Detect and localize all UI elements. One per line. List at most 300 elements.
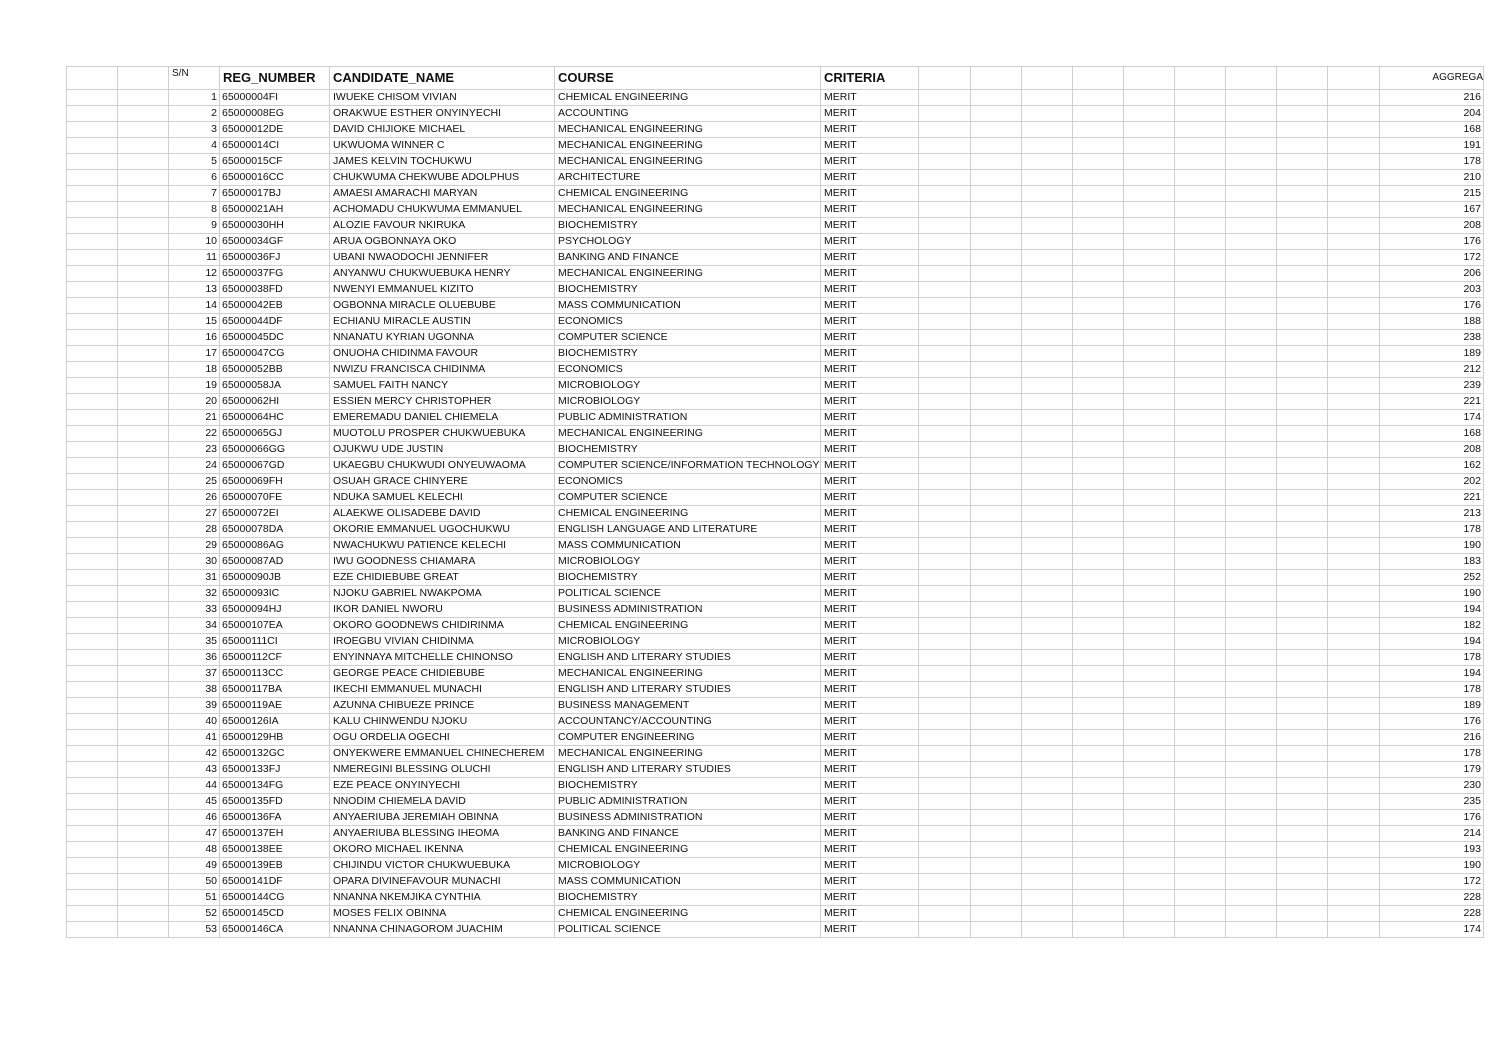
reg-number-cell: 65000132GC: [220, 746, 330, 762]
empty-cell: [67, 810, 118, 826]
empty-cell: [67, 106, 118, 122]
empty-cell: [1277, 634, 1328, 650]
empty-cell: [67, 522, 118, 538]
course-cell: ENGLISH LANGUAGE AND LITERATURE: [555, 522, 821, 538]
empty-cell: [1073, 154, 1124, 170]
empty-cell: [67, 922, 118, 938]
empty-cell: [67, 586, 118, 602]
course-cell: PUBLIC ADMINISTRATION: [555, 794, 821, 810]
course-cell: ENGLISH AND LITERARY STUDIES: [555, 650, 821, 666]
aggregate-cell: 194: [1380, 602, 1484, 618]
empty-cell: [1022, 602, 1073, 618]
empty-cell: [67, 122, 118, 138]
empty-cell: [1328, 890, 1380, 906]
candidate-name-cell: OGU ORDELIA OGECHI: [330, 730, 555, 746]
empty-cell: [1073, 602, 1124, 618]
table-row: [67, 810, 1484, 826]
empty-cell: [118, 778, 169, 794]
empty-cell: [971, 218, 1022, 234]
empty-cell: [118, 314, 169, 330]
candidate-name-cell: KALU CHINWENDU NJOKU: [330, 714, 555, 730]
criteria-cell: MERIT: [821, 266, 919, 282]
empty-cell: [1073, 682, 1124, 698]
aggregate-cell: 206: [1380, 266, 1484, 282]
empty-cell: [919, 810, 971, 826]
empty-cell: [1073, 282, 1124, 298]
empty-cell: [919, 282, 971, 298]
empty-cell: [1277, 618, 1328, 634]
aggregate-cell: 194: [1380, 634, 1484, 650]
empty-cell: [1226, 586, 1277, 602]
empty-cell: [1022, 906, 1073, 922]
empty-cell: [118, 490, 169, 506]
criteria-cell: MERIT: [821, 314, 919, 330]
empty-cell: [67, 874, 118, 890]
reg-number-cell: 65000070FE: [220, 490, 330, 506]
table-row: [67, 586, 1484, 602]
empty-cell: [1073, 234, 1124, 250]
empty-cell: [971, 874, 1022, 890]
empty-cell: [1277, 682, 1328, 698]
empty-cell: [919, 67, 971, 90]
table-row: [67, 378, 1484, 394]
aggregate-cell: 208: [1380, 218, 1484, 234]
course-cell: PSYCHOLOGY: [555, 234, 821, 250]
table-row: [67, 442, 1484, 458]
aggregate-cell: 168: [1380, 122, 1484, 138]
empty-cell: [919, 602, 971, 618]
empty-cell: [919, 90, 971, 106]
criteria-cell: MERIT: [821, 666, 919, 682]
empty-cell: [1226, 170, 1277, 186]
empty-cell: [1277, 730, 1328, 746]
course-header: COURSE: [555, 67, 821, 90]
empty-cell: [1175, 298, 1226, 314]
reg-number-cell: 65000112CF: [220, 650, 330, 666]
empty-cell: [118, 746, 169, 762]
empty-cell: [1073, 618, 1124, 634]
table-row: [67, 138, 1484, 154]
candidate-name-cell: OKORO GOODNEWS CHIDIRINMA: [330, 618, 555, 634]
empty-cell: [1328, 554, 1380, 570]
empty-cell: [67, 618, 118, 634]
empty-cell: [919, 234, 971, 250]
empty-cell: [1226, 730, 1277, 746]
empty-cell: [971, 666, 1022, 682]
empty-cell: [118, 906, 169, 922]
empty-cell: [1124, 858, 1175, 874]
empty-cell: [1073, 106, 1124, 122]
empty-cell: [1124, 698, 1175, 714]
criteria-cell: MERIT: [821, 554, 919, 570]
criteria-cell: MERIT: [821, 730, 919, 746]
empty-cell: [1124, 826, 1175, 842]
criteria-cell: MERIT: [821, 282, 919, 298]
reg-number-cell: 65000038FD: [220, 282, 330, 298]
empty-cell: [1175, 618, 1226, 634]
sn-cell: 38: [169, 682, 220, 698]
sn-cell: 20: [169, 394, 220, 410]
empty-cell: [1328, 570, 1380, 586]
empty-cell: [1022, 618, 1073, 634]
empty-cell: [1175, 378, 1226, 394]
empty-cell: [1226, 810, 1277, 826]
empty-cell: [118, 154, 169, 170]
course-cell: MECHANICAL ENGINEERING: [555, 154, 821, 170]
reg-number-cell: 65000014CI: [220, 138, 330, 154]
sn-cell: 21: [169, 410, 220, 426]
empty-cell: [1124, 330, 1175, 346]
empty-cell: [1226, 842, 1277, 858]
course-cell: ECONOMICS: [555, 474, 821, 490]
sn-cell: 29: [169, 538, 220, 554]
aggregate-cell: 238: [1380, 330, 1484, 346]
empty-cell: [1124, 138, 1175, 154]
candidate-name-cell: OJUKWU UDE JUSTIN: [330, 442, 555, 458]
empty-cell: [1175, 394, 1226, 410]
empty-cell: [1328, 250, 1380, 266]
empty-cell: [1328, 474, 1380, 490]
empty-cell: [1124, 618, 1175, 634]
empty-cell: [1073, 442, 1124, 458]
empty-cell: [1124, 682, 1175, 698]
candidate-name-cell: IWU GOODNESS CHIAMARA: [330, 554, 555, 570]
empty-cell: [1175, 858, 1226, 874]
table-row: [67, 666, 1484, 682]
candidate-name-cell: ALOZIE FAVOUR NKIRUKA: [330, 218, 555, 234]
empty-cell: [67, 634, 118, 650]
empty-cell: [1277, 362, 1328, 378]
empty-cell: [1226, 858, 1277, 874]
empty-cell: [1073, 810, 1124, 826]
candidate-name-cell: AMAESI AMARACHI MARYAN: [330, 186, 555, 202]
empty-cell: [1073, 650, 1124, 666]
empty-cell: [67, 442, 118, 458]
empty-cell: [118, 474, 169, 490]
empty-cell: [1022, 874, 1073, 890]
aggregate-cell: 208: [1380, 442, 1484, 458]
criteria-cell: MERIT: [821, 762, 919, 778]
criteria-header: CRITERIA: [821, 67, 919, 90]
empty-cell: [1277, 202, 1328, 218]
empty-cell: [1022, 922, 1073, 938]
empty-cell: [118, 298, 169, 314]
empty-cell: [1175, 906, 1226, 922]
empty-cell: [1073, 410, 1124, 426]
empty-cell: [1124, 474, 1175, 490]
empty-cell: [1277, 282, 1328, 298]
course-cell: ECONOMICS: [555, 362, 821, 378]
empty-cell: [1124, 218, 1175, 234]
empty-cell: [67, 266, 118, 282]
reg-number-cell: 65000119AE: [220, 698, 330, 714]
empty-cell: [1277, 602, 1328, 618]
sn-cell: 6: [169, 170, 220, 186]
reg-number-cell: 65000064HC: [220, 410, 330, 426]
empty-cell: [1175, 154, 1226, 170]
empty-cell: [1124, 282, 1175, 298]
empty-cell: [118, 250, 169, 266]
empty-cell: [1124, 490, 1175, 506]
empty-cell: [1022, 298, 1073, 314]
empty-cell: [1124, 650, 1175, 666]
empty-cell: [1175, 138, 1226, 154]
empty-cell: [919, 522, 971, 538]
empty-cell: [1022, 314, 1073, 330]
empty-cell: [1328, 762, 1380, 778]
empty-cell: [1175, 90, 1226, 106]
empty-cell: [1328, 458, 1380, 474]
course-cell: CHEMICAL ENGINEERING: [555, 842, 821, 858]
empty-cell: [1124, 314, 1175, 330]
table-row: [67, 186, 1484, 202]
empty-cell: [1226, 618, 1277, 634]
candidate-name-cell: NWIZU FRANCISCA CHIDINMA: [330, 362, 555, 378]
empty-cell: [1022, 746, 1073, 762]
empty-cell: [1175, 586, 1226, 602]
course-cell: MICROBIOLOGY: [555, 554, 821, 570]
empty-cell: [1124, 522, 1175, 538]
empty-cell: [1022, 666, 1073, 682]
empty-cell: [1226, 522, 1277, 538]
empty-cell: [1124, 362, 1175, 378]
empty-cell: [1226, 186, 1277, 202]
candidate-name-cell: ANYAERIUBA JEREMIAH OBINNA: [330, 810, 555, 826]
sn-cell: 24: [169, 458, 220, 474]
empty-cell: [1226, 330, 1277, 346]
empty-cell: [1073, 474, 1124, 490]
reg-number-cell: 65000067GD: [220, 458, 330, 474]
candidate-name-cell: ANYAERIUBA BLESSING IHEOMA: [330, 826, 555, 842]
empty-cell: [1073, 906, 1124, 922]
reg-number-cell: 65000065GJ: [220, 426, 330, 442]
criteria-cell: MERIT: [821, 458, 919, 474]
empty-cell: [919, 426, 971, 442]
candidate-name-cell: OKORO MICHAEL IKENNA: [330, 842, 555, 858]
empty-cell: [1124, 250, 1175, 266]
empty-cell: [1124, 122, 1175, 138]
sn-cell: 13: [169, 282, 220, 298]
empty-cell: [919, 202, 971, 218]
empty-cell: [1073, 362, 1124, 378]
empty-cell: [1277, 154, 1328, 170]
empty-cell: [1328, 138, 1380, 154]
sn-cell: 3: [169, 122, 220, 138]
empty-cell: [1277, 106, 1328, 122]
course-cell: POLITICAL SCIENCE: [555, 922, 821, 938]
empty-cell: [1022, 378, 1073, 394]
aggregate-cell: 162: [1380, 458, 1484, 474]
empty-cell: [1328, 298, 1380, 314]
criteria-cell: MERIT: [821, 890, 919, 906]
empty-cell: [1073, 90, 1124, 106]
empty-cell: [1175, 170, 1226, 186]
empty-cell: [919, 714, 971, 730]
empty-cell: [1022, 826, 1073, 842]
empty-cell: [1175, 362, 1226, 378]
empty-cell: [1277, 170, 1328, 186]
table-row: [67, 106, 1484, 122]
aggregate-cell: 190: [1380, 586, 1484, 602]
empty-cell: [919, 378, 971, 394]
empty-cell: [1277, 650, 1328, 666]
empty-cell: [118, 858, 169, 874]
empty-cell: [1226, 602, 1277, 618]
course-cell: MICROBIOLOGY: [555, 858, 821, 874]
empty-cell: [1328, 106, 1380, 122]
empty-cell: [1328, 346, 1380, 362]
sn-cell: 4: [169, 138, 220, 154]
reg-number-cell: 65000129HB: [220, 730, 330, 746]
empty-cell: [1022, 362, 1073, 378]
empty-cell: [1328, 746, 1380, 762]
empty-cell: [67, 426, 118, 442]
aggregate-cell: 212: [1380, 362, 1484, 378]
candidate-name-cell: IROEGBU VIVIAN CHIDINMA: [330, 634, 555, 650]
course-cell: MECHANICAL ENGINEERING: [555, 202, 821, 218]
sn-cell: 5: [169, 154, 220, 170]
empty-cell: [1277, 346, 1328, 362]
course-cell: CHEMICAL ENGINEERING: [555, 618, 821, 634]
empty-cell: [1073, 506, 1124, 522]
reg-number-cell: 65000078DA: [220, 522, 330, 538]
empty-cell: [118, 282, 169, 298]
empty-cell: [1226, 314, 1277, 330]
empty-cell: [919, 634, 971, 650]
empty-cell: [67, 778, 118, 794]
empty-cell: [1175, 714, 1226, 730]
empty-cell: [118, 554, 169, 570]
empty-cell: [1328, 730, 1380, 746]
reg-number-header: REG_NUMBER: [220, 67, 330, 90]
empty-cell: [1328, 154, 1380, 170]
sn-cell: 50: [169, 874, 220, 890]
empty-cell: [1124, 202, 1175, 218]
course-cell: MICROBIOLOGY: [555, 394, 821, 410]
table-row: [67, 538, 1484, 554]
empty-cell: [1073, 266, 1124, 282]
empty-cell: [1124, 394, 1175, 410]
empty-cell: [1175, 250, 1226, 266]
empty-cell: [1124, 602, 1175, 618]
empty-cell: [919, 394, 971, 410]
empty-cell: [1073, 378, 1124, 394]
empty-cell: [1175, 650, 1226, 666]
empty-cell: [971, 67, 1022, 90]
empty-cell: [1022, 410, 1073, 426]
empty-cell: [118, 890, 169, 906]
empty-cell: [1328, 314, 1380, 330]
empty-cell: [971, 458, 1022, 474]
course-cell: CHEMICAL ENGINEERING: [555, 906, 821, 922]
aggregate-cell: 194: [1380, 666, 1484, 682]
criteria-cell: MERIT: [821, 826, 919, 842]
course-cell: COMPUTER ENGINEERING: [555, 730, 821, 746]
empty-cell: [1175, 602, 1226, 618]
empty-cell: [67, 490, 118, 506]
table-row: [67, 682, 1484, 698]
empty-cell: [1277, 218, 1328, 234]
aggregate-cell: 215: [1380, 186, 1484, 202]
sn-cell: 7: [169, 186, 220, 202]
aggregate-cell: 228: [1380, 890, 1484, 906]
empty-cell: [1073, 490, 1124, 506]
empty-cell: [1328, 218, 1380, 234]
empty-cell: [67, 218, 118, 234]
table-row: [67, 746, 1484, 762]
empty-cell: [67, 714, 118, 730]
sn-cell: 2: [169, 106, 220, 122]
empty-cell: [1124, 554, 1175, 570]
table-row: [67, 202, 1484, 218]
aggregate-cell: 214: [1380, 826, 1484, 842]
empty-cell: [1073, 250, 1124, 266]
empty-cell: [1226, 362, 1277, 378]
empty-cell: [1124, 746, 1175, 762]
empty-cell: [1328, 682, 1380, 698]
empty-cell: [1124, 106, 1175, 122]
sn-cell: 37: [169, 666, 220, 682]
empty-cell: [1226, 538, 1277, 554]
empty-cell: [1022, 538, 1073, 554]
empty-cell: [1328, 618, 1380, 634]
empty-cell: [67, 554, 118, 570]
empty-cell: [118, 522, 169, 538]
empty-cell: [1175, 106, 1226, 122]
table-row: [67, 394, 1484, 410]
sn-cell: 25: [169, 474, 220, 490]
empty-cell: [919, 650, 971, 666]
empty-cell: [971, 746, 1022, 762]
empty-cell: [1175, 218, 1226, 234]
candidate-name-cell: EZE PEACE ONYINYECHI: [330, 778, 555, 794]
empty-cell: [1073, 730, 1124, 746]
empty-cell: [1328, 170, 1380, 186]
aggregate-cell: 189: [1380, 346, 1484, 362]
empty-cell: [1226, 426, 1277, 442]
empty-cell: [1328, 810, 1380, 826]
empty-cell: [67, 154, 118, 170]
course-cell: ENGLISH AND LITERARY STUDIES: [555, 682, 821, 698]
criteria-cell: MERIT: [821, 106, 919, 122]
empty-cell: [1226, 90, 1277, 106]
empty-cell: [971, 730, 1022, 746]
empty-cell: [1277, 554, 1328, 570]
criteria-cell: MERIT: [821, 618, 919, 634]
empty-cell: [1328, 394, 1380, 410]
empty-cell: [1277, 298, 1328, 314]
sn-cell: 8: [169, 202, 220, 218]
criteria-cell: MERIT: [821, 506, 919, 522]
aggregate-cell: 191: [1380, 138, 1484, 154]
course-cell: CHEMICAL ENGINEERING: [555, 506, 821, 522]
empty-cell: [1175, 810, 1226, 826]
empty-cell: [1328, 67, 1380, 90]
empty-cell: [1073, 218, 1124, 234]
empty-cell: [1022, 266, 1073, 282]
criteria-cell: MERIT: [821, 650, 919, 666]
empty-cell: [971, 570, 1022, 586]
empty-cell: [118, 634, 169, 650]
empty-cell: [118, 730, 169, 746]
empty-cell: [919, 474, 971, 490]
course-cell: BUSINESS MANAGEMENT: [555, 698, 821, 714]
empty-cell: [1175, 794, 1226, 810]
reg-number-cell: 65000016CC: [220, 170, 330, 186]
empty-cell: [1175, 186, 1226, 202]
course-cell: BIOCHEMISTRY: [555, 346, 821, 362]
course-cell: MECHANICAL ENGINEERING: [555, 666, 821, 682]
